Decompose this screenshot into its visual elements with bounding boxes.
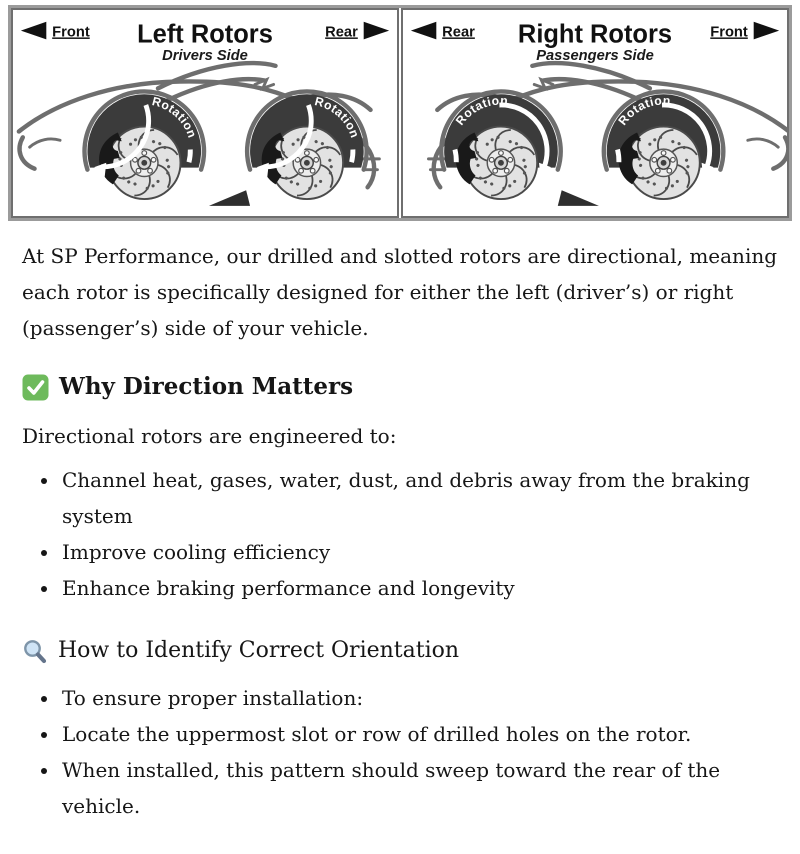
left-rotors-illustration bbox=[13, 10, 397, 216]
left-rotors-panel bbox=[11, 8, 399, 218]
right-rotors-panel bbox=[401, 8, 789, 218]
front-wheel-rotor bbox=[87, 94, 201, 199]
list-item: • To ensure proper installation: bbox=[60, 680, 778, 716]
rear-wheel-rotor bbox=[250, 94, 364, 199]
panel-title: Right Rotors bbox=[517, 20, 673, 49]
magnifying-glass-icon bbox=[22, 638, 48, 665]
list-item: • Locate the uppermost slot or row of drilled holes on the rotor. bbox=[60, 716, 778, 752]
intro-paragraph: At SP Performance, our drilled and slotted rotors are directional, meaning each rotor is specifically designed for either the left (driver’s) or right (passenger’s) side of your vehicle. bbox=[22, 243, 778, 340]
rear-label: Rear bbox=[442, 24, 475, 41]
rear-label: Rear bbox=[325, 24, 358, 41]
panel-subtitle: Drivers Side bbox=[162, 47, 248, 64]
panel-title: Left Rotors bbox=[137, 20, 273, 49]
list-item: • Channel heat, gases, water, dust, and debris away from the braking system bbox=[60, 462, 778, 534]
right-rotors-illustration bbox=[403, 10, 787, 216]
front-label: Front bbox=[52, 24, 90, 41]
list-item: • Improve cooling efficiency bbox=[60, 534, 778, 570]
how-to-identify-heading bbox=[22, 634, 778, 668]
rear-arrow-icon bbox=[364, 22, 389, 40]
panel-subtitle: Passengers Side bbox=[536, 47, 654, 64]
lead-paragraph: Directional rotors are engineered to: bbox=[22, 423, 397, 448]
list-item: • When installed, this pattern should sweep toward the rear of the vehicle. bbox=[60, 752, 778, 824]
rear-arrow-icon bbox=[411, 22, 436, 40]
article-body bbox=[0, 238, 800, 854]
check-mark-icon bbox=[22, 374, 49, 401]
benefits-list bbox=[22, 462, 778, 606]
front-arrow-icon bbox=[754, 22, 779, 40]
list-item: • Enhance braking performance and longevity bbox=[60, 570, 778, 606]
orientation-list bbox=[22, 680, 778, 824]
why-direction-matters-heading bbox=[22, 370, 778, 404]
heading-text: Why Direction Matters bbox=[59, 372, 354, 400]
rotor-direction-diagram bbox=[8, 5, 792, 221]
front-arrow-icon bbox=[21, 22, 46, 40]
front-label: Front bbox=[710, 24, 748, 41]
heading-text: How to Identify Correct Orientation bbox=[58, 637, 460, 663]
